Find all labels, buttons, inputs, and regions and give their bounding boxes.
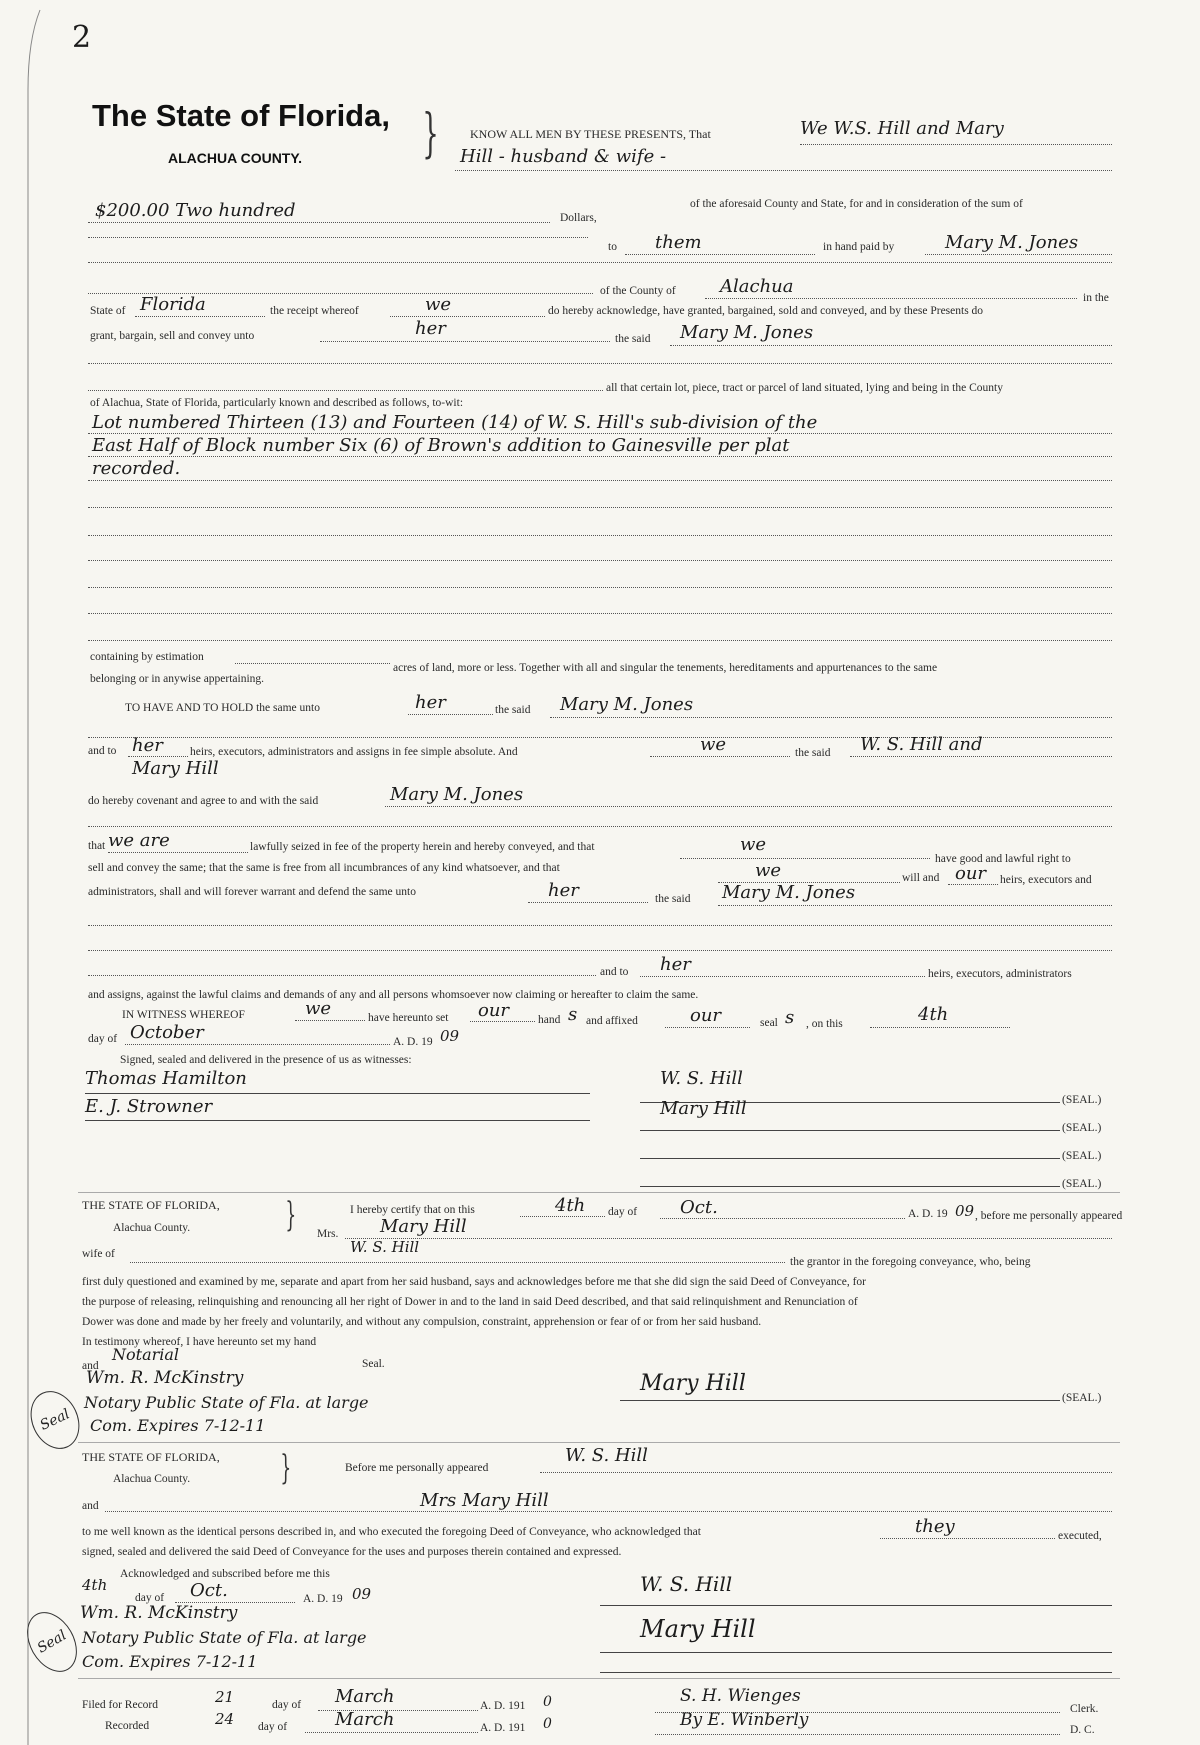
and-value: we bbox=[700, 734, 727, 755]
filed-label: Filed for Record bbox=[82, 1699, 159, 1711]
witness-our: our bbox=[478, 1000, 510, 1021]
section-divider-2 bbox=[78, 1442, 1120, 1443]
ack2-brace: } bbox=[280, 1448, 292, 1488]
desc-rule-7 bbox=[88, 587, 1112, 588]
witness-seal: seal bbox=[760, 1017, 778, 1029]
recorded-ad: A. D. 191 bbox=[480, 1722, 526, 1734]
alachua-text: of Alachua, State of Florida, particularly known and described as follows, to-wit: bbox=[90, 397, 464, 409]
witness-on-this: , on this bbox=[806, 1018, 843, 1030]
grantors-rule-1 bbox=[800, 144, 1112, 145]
ack1-husband: W. S. Hill bbox=[350, 1238, 420, 1256]
admin-text: administrators, shall and will forever warrant and defend the same unto bbox=[88, 886, 416, 898]
state-value: Florida bbox=[140, 294, 206, 315]
witness-day: 4th bbox=[918, 1004, 949, 1025]
county-title: ALACHUA COUNTY. bbox=[168, 150, 303, 166]
recorded-year: 0 bbox=[543, 1716, 552, 1732]
and-to-2-value: her bbox=[660, 954, 691, 975]
ack2-signature-2: Mary Hill bbox=[640, 1615, 756, 1643]
dc-signature: By E. Winberly bbox=[680, 1710, 809, 1730]
habendum-said: the said bbox=[495, 704, 531, 716]
witness-name-2: E. J. Strowner bbox=[85, 1096, 213, 1117]
desc-rule-5 bbox=[88, 535, 1112, 536]
said-value: Mary M. Jones bbox=[680, 322, 814, 343]
state-title: The State of Florida, bbox=[92, 98, 390, 133]
sell-text: sell and convey the same; that the same is free from all incumbrances of any kind whatsoever, and that bbox=[88, 862, 560, 874]
state-rule bbox=[135, 316, 265, 317]
habendum-unto: her bbox=[415, 692, 446, 713]
ack1-notary-stamp: Seal bbox=[21, 1383, 88, 1457]
witness-affixed: and affixed bbox=[586, 1015, 638, 1027]
habendum-text: TO HAVE AND TO HOLD the same unto bbox=[125, 702, 320, 714]
witness-our-rule bbox=[470, 1021, 535, 1022]
ack1-mrs-name: Mary Hill bbox=[380, 1216, 467, 1237]
ack1-day-rule bbox=[520, 1216, 605, 1217]
witness-rule-1 bbox=[85, 1093, 590, 1094]
ack1-month-rule bbox=[660, 1218, 905, 1219]
assigns-text: and assigns, against the lawful claims and demands of any and all persons whomsoever now claiming or hereafter to claim the same. bbox=[88, 989, 699, 1001]
witness-text-2: have hereunto set bbox=[368, 1012, 449, 1024]
covenant-text: do hereby covenant and agree to and with the said bbox=[88, 795, 319, 807]
recorded-day: 24 bbox=[215, 1710, 235, 1728]
ack1-signature: Mary Hill bbox=[640, 1371, 746, 1396]
said-label: the said bbox=[615, 333, 651, 345]
ack1-certify: I hereby certify that on this bbox=[350, 1204, 475, 1216]
seized-value: we bbox=[740, 834, 767, 855]
that-rule bbox=[108, 852, 248, 853]
witness-rule-2 bbox=[85, 1120, 590, 1121]
witness-seal-s: s bbox=[785, 1007, 795, 1028]
know-all-text: KNOW ALL MEN BY THESE PRESENTS, That bbox=[470, 127, 711, 141]
seal-rule-4 bbox=[640, 1186, 1060, 1187]
paid-label: in hand paid by bbox=[823, 241, 895, 253]
ack1-wife-of: wife of bbox=[82, 1248, 115, 1260]
ack2-sig-rule-3 bbox=[600, 1672, 1112, 1673]
witness-name-1: Thomas Hamilton bbox=[85, 1068, 247, 1089]
ack1-state: THE STATE OF FLORIDA, bbox=[82, 1198, 220, 1212]
and-to-rule bbox=[128, 756, 188, 757]
ack1-brace: } bbox=[285, 1195, 297, 1235]
ack2-ack-text: Acknowledged and subscribed before me this bbox=[120, 1568, 330, 1580]
receipt-label: the receipt whereof bbox=[270, 305, 359, 317]
containing-text-2: acres of land, more or less. Together with all and singular the tenements, hereditaments and appurtenances to the same bbox=[393, 662, 938, 674]
ack1-testimony: In testimony whereof, I have hereunto set my hand bbox=[82, 1336, 317, 1348]
ack2-notary-1: Wm. R. McKinstry bbox=[80, 1603, 238, 1623]
ack2-ad: A. D. 19 bbox=[303, 1593, 343, 1605]
filed-day: 21 bbox=[215, 1688, 235, 1706]
county-label: of the County of bbox=[600, 285, 676, 297]
ack2-they-rule bbox=[880, 1538, 1055, 1539]
ad-label: A. D. 19 bbox=[393, 1036, 433, 1048]
blank-rule-5 bbox=[88, 826, 1112, 827]
land-text: all that certain lot, piece, tract or parcel of land situated, lying and being in the County bbox=[606, 382, 1003, 394]
ack1-notary-1: Wm. R. McKinstry bbox=[86, 1368, 244, 1388]
belonging-text: belonging or in anywise appertaining. bbox=[90, 673, 265, 685]
that-label: that bbox=[88, 840, 106, 852]
right-text: have good and lawful right to bbox=[935, 853, 1071, 865]
admin-value: her bbox=[548, 880, 579, 901]
ack1-ad: A. D. 19 bbox=[908, 1208, 948, 1220]
ack2-state: THE STATE OF FLORIDA, bbox=[82, 1450, 220, 1464]
ack2-before: Before me personally appeared bbox=[345, 1462, 489, 1474]
ack1-day-of: day of bbox=[608, 1206, 638, 1218]
ack1-and-label: and bbox=[82, 1360, 99, 1372]
ack1-notary-2: Notary Public State of Fla. at large bbox=[84, 1393, 369, 1412]
recorded-month: March bbox=[335, 1709, 395, 1730]
consideration-text: of the aforesaid County and State, for and in consideration of the sum of bbox=[690, 198, 1023, 210]
grantor-signature-1: W. S. Hill bbox=[660, 1068, 743, 1089]
ack1-para-1: first duly questioned and examined by me, separate and apart from her said husband, says and acknowledges before me that she did sign the said Deed of Conveyance, for bbox=[82, 1276, 866, 1288]
ack1-seal-rule bbox=[620, 1400, 1060, 1401]
ack1-notary-3: Com. Expires 7-12-11 bbox=[90, 1416, 266, 1435]
ack1-county: Alachua County. bbox=[113, 1222, 191, 1234]
receipt-rule bbox=[390, 316, 545, 317]
receipt-value: we bbox=[425, 294, 452, 315]
and-to-value: her bbox=[132, 735, 163, 756]
blank-rule-1 bbox=[88, 262, 1112, 263]
ack1-notarial: Notarial bbox=[112, 1345, 180, 1364]
covenantors-line-2: Mary Hill bbox=[132, 758, 219, 779]
containing-text-1: containing by estimation bbox=[90, 651, 204, 663]
recorded-label: Recorded bbox=[105, 1720, 150, 1732]
ack2-person-2-rule bbox=[105, 1511, 1112, 1512]
consideration-rule bbox=[88, 237, 588, 238]
grant-rule bbox=[320, 341, 610, 342]
in-the: in the bbox=[1083, 292, 1109, 304]
heirs-exec-text: heirs, executors and bbox=[1000, 874, 1092, 886]
day-of-label: day of bbox=[88, 1033, 118, 1045]
blank-rule-3 bbox=[88, 363, 1112, 364]
the-said-label: the said bbox=[795, 747, 831, 759]
county-rule bbox=[705, 298, 1077, 299]
desc-rule-8 bbox=[88, 613, 1112, 614]
filed-year: 0 bbox=[543, 1694, 552, 1710]
said-rule bbox=[670, 345, 1112, 346]
recorded-day-of: day of bbox=[258, 1721, 288, 1733]
sell-value: we bbox=[755, 860, 782, 881]
ack2-sig-rule-1 bbox=[600, 1605, 1112, 1606]
witness-text-1: IN WITNESS WHEREOF bbox=[122, 1009, 245, 1021]
admin-said: the said bbox=[655, 893, 691, 905]
ack2-notary-2: Notary Public State of Fla. at large bbox=[82, 1628, 367, 1647]
ack1-month: Oct. bbox=[680, 1197, 718, 1218]
will-and: will and bbox=[902, 872, 940, 884]
will-rule bbox=[948, 884, 998, 885]
month-value: October bbox=[130, 1022, 204, 1043]
ack1-husband-rule bbox=[130, 1262, 785, 1263]
payee-name: Mary M. Jones bbox=[945, 232, 1079, 253]
description-line-2: East Half of Block number Six (6) of Brown's addition to Gainesville per plat bbox=[92, 435, 790, 456]
ack2-executed: executed, bbox=[1058, 1530, 1102, 1542]
ack1-mrs-rule bbox=[345, 1238, 1112, 1239]
ack2-sig-rule-2 bbox=[600, 1652, 1112, 1653]
admin-name-rule bbox=[718, 905, 1112, 906]
dc-label: D. C. bbox=[1070, 1724, 1095, 1736]
ack1-seal-word: Seal. bbox=[362, 1358, 385, 1370]
seized-text: lawfully seized in fee of the property herein and hereby conveyed, and that bbox=[250, 841, 595, 853]
habendum-name: Mary M. Jones bbox=[560, 694, 694, 715]
ack1-para-3: Dower was done and made by her freely and voluntarily, and without any compulsion, constraint, apprehension or fear of or from her said husband. bbox=[82, 1316, 762, 1328]
blank-rule-7 bbox=[88, 950, 1112, 951]
ack1-year: 09 bbox=[955, 1202, 975, 1220]
clerk-label: Clerk. bbox=[1070, 1703, 1099, 1715]
ack1-para-2: the purpose of releasing, relinquishing and renouncing all her right of Dower in and to the land in said Deed described, and that said relinquishment and Renunciation of bbox=[82, 1296, 858, 1308]
witness-hand-s: s bbox=[568, 1004, 578, 1025]
covenantors-rule bbox=[850, 756, 1112, 757]
section-divider-1 bbox=[78, 1192, 1120, 1193]
ack2-year: 09 bbox=[352, 1585, 372, 1603]
desc-rule-4 bbox=[88, 507, 1112, 508]
payee-rule bbox=[925, 254, 1112, 255]
witness-our2: our bbox=[690, 1005, 722, 1026]
ack1-day: 4th bbox=[555, 1195, 586, 1216]
ack2-day-of: day of bbox=[135, 1592, 165, 1604]
page-edge bbox=[0, 0, 60, 1745]
ack1-before: , before me personally appeared bbox=[975, 1210, 1123, 1222]
seal-rule-2 bbox=[640, 1130, 1060, 1131]
ack2-they: they bbox=[915, 1516, 955, 1537]
ack2-known-text: to me well known as the identical persons described in, and who executed the foregoing Deed of Conveyance, who acknowledged that bbox=[82, 1526, 701, 1538]
signed-text: Signed, sealed and delivered in the presence of us as witnesses: bbox=[120, 1054, 412, 1066]
ack1-seal-label: (SEAL.) bbox=[1062, 1392, 1102, 1404]
dollars-label: Dollars, bbox=[560, 212, 597, 224]
ack2-person-2: Mrs Mary Hill bbox=[420, 1490, 549, 1511]
admin-name: Mary M. Jones bbox=[722, 882, 856, 903]
seal-rule-3 bbox=[640, 1158, 1060, 1159]
witness-we: we bbox=[305, 998, 332, 1019]
ack2-signed-text: signed, sealed and delivered the said Deed of Conveyance for the uses and purposes therein contained and expressed. bbox=[82, 1546, 622, 1558]
filed-day-of: day of bbox=[272, 1699, 302, 1711]
and-to-label: and to bbox=[88, 745, 117, 757]
acknowledge-text: do hereby acknowledge, have granted, bargained, sold and conveyed, and by these Presents do bbox=[548, 305, 984, 317]
seal-label-2: (SEAL.) bbox=[1062, 1122, 1102, 1134]
habendum-name-rule bbox=[550, 717, 1112, 718]
and-value-rule bbox=[650, 756, 790, 757]
ack1-grantor-text: the grantor in the foregoing conveyance, who, being bbox=[790, 1256, 1031, 1268]
to-label: to bbox=[608, 241, 617, 253]
ack2-signature-1: W. S. Hill bbox=[640, 1572, 733, 1596]
grantors-rule-2 bbox=[455, 170, 1112, 171]
header-brace: } bbox=[422, 104, 439, 164]
desc-rule-1 bbox=[88, 433, 1112, 434]
sum-rule bbox=[88, 222, 550, 223]
witness-we-rule bbox=[295, 1020, 365, 1021]
and-to-2-lead-rule bbox=[88, 975, 596, 976]
state-label: State of bbox=[90, 305, 126, 317]
sum-amount: $200.00 Two hundred bbox=[95, 200, 296, 221]
witness-hand: hand bbox=[538, 1014, 561, 1026]
filed-month: March bbox=[335, 1686, 395, 1707]
seal-label-3: (SEAL.) bbox=[1062, 1150, 1102, 1162]
section-divider-3 bbox=[78, 1678, 1120, 1679]
ack2-month: Oct. bbox=[190, 1580, 228, 1601]
heirs-text: heirs, executors, administrators and assigns in fee simple absolute. And bbox=[190, 746, 518, 758]
ack2-county: Alachua County. bbox=[113, 1473, 191, 1485]
ack2-and-label: and bbox=[82, 1500, 99, 1512]
grantor-signature-2: Mary Hill bbox=[660, 1098, 747, 1119]
witness-our2-rule bbox=[665, 1027, 750, 1028]
ack2-day: 4th bbox=[82, 1576, 108, 1594]
grant-value: her bbox=[415, 318, 446, 339]
clerk-signature: S. H. Wienges bbox=[680, 1686, 801, 1706]
description-line-3: recorded. bbox=[92, 458, 181, 479]
to-value: them bbox=[655, 232, 702, 253]
and-to-2-rule bbox=[640, 976, 925, 977]
heirs-exec-admin: heirs, executors, administrators bbox=[928, 968, 1072, 980]
covenant-rule bbox=[385, 806, 1112, 807]
ack2-notary-3: Com. Expires 7-12-11 bbox=[82, 1652, 258, 1671]
page-number: 2 bbox=[72, 20, 92, 55]
ack1-mrs-label: Mrs. bbox=[317, 1228, 339, 1240]
filed-ad: A. D. 191 bbox=[480, 1700, 526, 1712]
containing-rule bbox=[235, 663, 390, 664]
ack2-person-1: W. S. Hill bbox=[565, 1445, 648, 1466]
to-rule bbox=[625, 254, 815, 255]
desc-rule-2 bbox=[88, 456, 1112, 457]
desc-rule-3 bbox=[88, 480, 1112, 481]
habendum-unto-rule bbox=[408, 714, 493, 715]
witness-day-rule bbox=[870, 1027, 1010, 1028]
seal-label-4: (SEAL.) bbox=[1062, 1178, 1102, 1190]
county-value: Alachua bbox=[720, 276, 794, 297]
seized-rule bbox=[680, 858, 930, 859]
grant-text: grant, bargain, sell and convey unto bbox=[90, 330, 255, 342]
ack2-notary-stamp: Seal bbox=[17, 1603, 87, 1680]
covenant-name: Mary M. Jones bbox=[390, 784, 524, 805]
desc-rule-6 bbox=[88, 560, 1112, 561]
land-rule bbox=[88, 390, 603, 391]
recorded-month-rule bbox=[305, 1732, 478, 1733]
year-value: 09 bbox=[440, 1027, 460, 1045]
that-value: we are bbox=[108, 830, 170, 851]
covenantors-line-1: W. S. Hill and bbox=[860, 734, 983, 755]
blank-rule-6 bbox=[88, 925, 1112, 926]
month-rule bbox=[125, 1044, 390, 1045]
ack2-person-1-rule bbox=[540, 1472, 1112, 1473]
grantors-line-1: We W.S. Hill and Mary bbox=[800, 118, 1004, 139]
grantors-line-2: Hill - husband & wife - bbox=[460, 146, 667, 167]
and-to-2-label: and to bbox=[600, 966, 629, 978]
dc-rule bbox=[655, 1734, 1060, 1735]
admin-value-rule bbox=[528, 902, 648, 903]
description-line-1: Lot numbered Thirteen (13) and Fourteen (14) of W. S. Hill's sub-division of the bbox=[92, 412, 818, 433]
seal-label-1: (SEAL.) bbox=[1062, 1094, 1102, 1106]
will-value: our bbox=[955, 863, 987, 884]
desc-rule-9 bbox=[88, 640, 1112, 641]
